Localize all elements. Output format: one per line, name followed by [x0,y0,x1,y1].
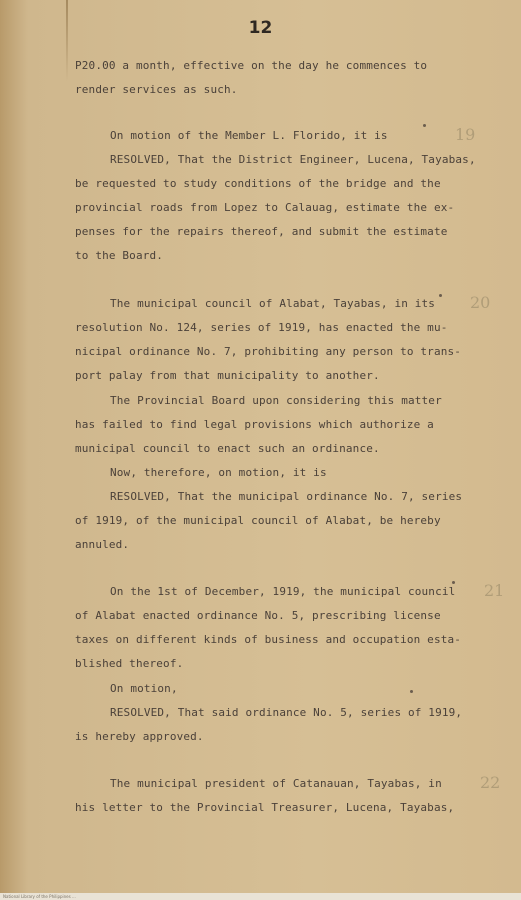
text-line: The Provincial Board upon considering this matter [110,394,442,407]
text-line: blished thereof. [75,657,184,670]
page-fold-shadow [66,0,68,82]
text-line: of Alabat enacted ordinance No. 5, prescribing license [75,609,441,622]
text-line: render services as such. [75,83,238,96]
text-line: has failed to find legal provisions which authorize a [75,418,434,431]
page-number: 12 [248,18,273,38]
text-line: provincial roads from Lopez to Calauag, estimate the ex- [75,201,455,214]
margin-number: 22 [480,773,501,792]
text-line: On the 1st of December, 1919, the municipal council [110,585,456,598]
ink-mark [423,124,426,127]
text-line: is hereby approved. [75,730,204,743]
scan-footer-text: National Library of the Philippines ... [3,894,76,899]
text-line: be requested to study conditions of the bridge and the [75,177,441,190]
text-line: RESOLVED, That said ordinance No. 5, series of 1919, [110,706,463,719]
text-line: The municipal council of Alabat, Tayabas, in its [110,297,436,310]
text-line: annuled. [75,538,130,551]
text-line: On motion of the Member L. Florido, it is [110,129,388,142]
margin-number: 19 [455,125,476,144]
text-line: his letter to the Provincial Treasurer, Lucena, Tayabas, [75,801,455,814]
text-line: On motion, [110,682,178,695]
text-line: RESOLVED, That the District Engineer, Lucena, Tayabas, [110,153,476,166]
text-line: The municipal president of Catanauan, Tayabas, in [110,777,442,790]
scan-footer-bar [0,893,521,900]
text-line: penses for the repairs thereof, and submit the estimate [75,225,448,238]
text-line: municipal council to enact such an ordinance. [75,442,380,455]
text-line: of 1919, of the municipal council of Alabat, be hereby [75,514,441,527]
ink-mark [439,294,442,297]
text-line: taxes on different kinds of business and occupation esta- [75,633,462,646]
text-line: nicipal ordinance No. 7, prohibiting any person to trans- [75,345,462,358]
text-line: Now, therefore, on motion, it is [110,466,327,479]
ink-mark [452,581,455,584]
margin-number: 21 [484,581,505,600]
text-line: resolution No. 124, series of 1919, has enacted the mu- [75,321,448,334]
text-line: RESOLVED, That the municipal ordinance No. 7, series [110,490,463,503]
text-line: port palay from that municipality to another. [75,369,380,382]
text-line: P20.00 a month, effective on the day he commences to [75,59,428,72]
ink-mark [410,690,413,693]
margin-number: 20 [470,293,491,312]
text-line: to the Board. [75,249,164,262]
